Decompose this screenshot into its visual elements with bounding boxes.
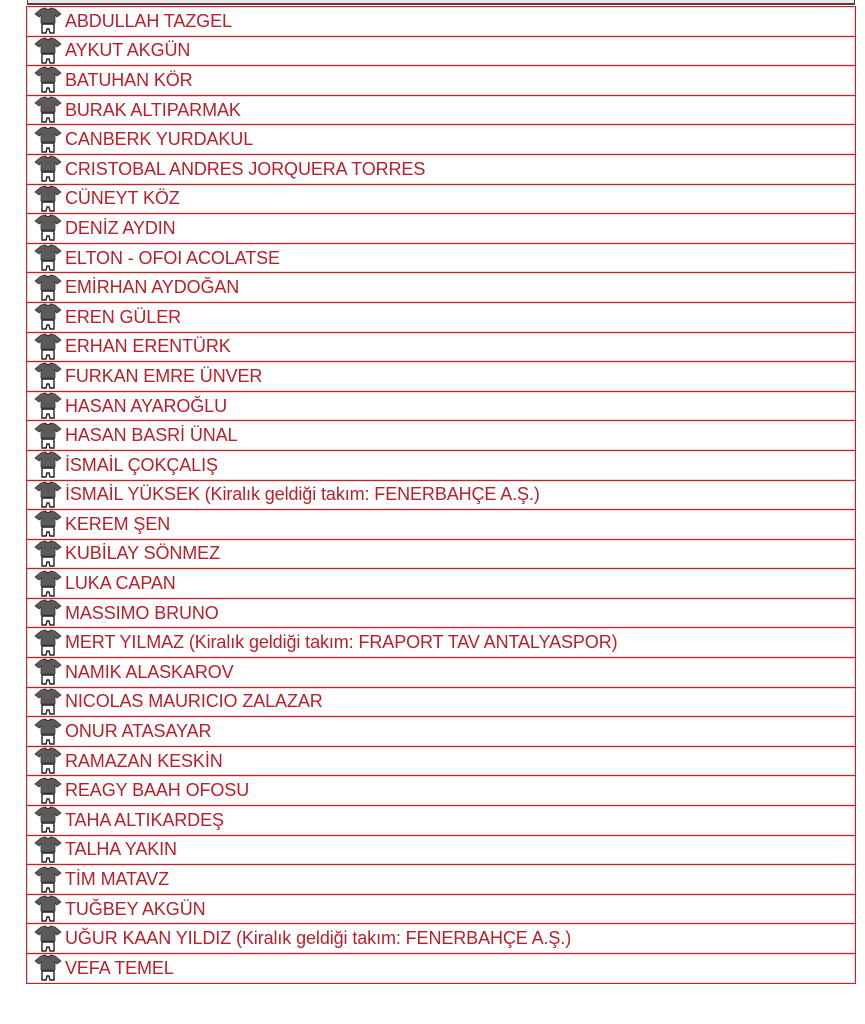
player-cell-content: [27, 214, 855, 242]
player-cell-content: [27, 836, 855, 864]
player-cell: [27, 125, 856, 155]
player-name-link[interactable]: ONUR ATASAYAR: [65, 721, 212, 742]
player-row: [27, 865, 856, 895]
player-name-link[interactable]: EMİRHAN AYDOĞAN: [65, 277, 240, 298]
player-cell-content: [27, 66, 855, 94]
jersey-icon: [33, 303, 63, 331]
jersey-icon: [33, 96, 63, 124]
jersey-icon: [33, 747, 63, 775]
player-cell-content: [27, 7, 855, 35]
player-row: [27, 243, 856, 273]
player-name-link[interactable]: MERT YILMAZ (Kiralık geldiği takım: FRAPORT TAV ANTALYASPOR): [65, 632, 618, 653]
jersey-icon: [33, 895, 63, 923]
player-row: [27, 362, 856, 392]
player-name-link[interactable]: MASSIMO BRUNO: [65, 602, 219, 623]
player-cell-content: [27, 481, 855, 509]
jersey-icon: [33, 185, 63, 213]
player-name-link[interactable]: DENİZ AYDIN: [65, 217, 176, 238]
player-cell: [27, 746, 856, 776]
jersey-icon: [33, 66, 63, 94]
player-row: [27, 36, 856, 66]
jersey-icon: [33, 392, 63, 420]
jersey-icon: [33, 777, 63, 805]
player-row: [27, 717, 856, 747]
player-row: [27, 628, 856, 658]
player-cell: [27, 510, 856, 540]
jersey-icon: [33, 688, 63, 716]
player-row: [27, 539, 856, 569]
squad-list-table: [26, 6, 856, 984]
player-row: [27, 214, 856, 244]
player-name-link[interactable]: ERHAN ERENTÜRK: [65, 336, 231, 357]
squad-list-body: [27, 7, 856, 984]
player-cell: [27, 717, 856, 747]
player-cell: [27, 569, 856, 599]
jersey-icon: [33, 540, 63, 568]
player-cell-content: [27, 866, 855, 894]
player-name-link[interactable]: AYKUT AKGÜN: [65, 40, 191, 61]
jersey-icon: [33, 362, 63, 390]
player-name-link[interactable]: RAMAZAN KESKİN: [65, 750, 223, 771]
jersey-icon: [33, 274, 63, 302]
jersey-icon: [33, 806, 63, 834]
player-name-link[interactable]: NICOLAS MAURICIO ZALAZAR: [65, 691, 323, 712]
player-cell-content: [27, 185, 855, 213]
player-name-link[interactable]: TALHA YAKIN: [65, 839, 177, 860]
player-row: [27, 66, 856, 96]
jersey-icon: [33, 422, 63, 450]
player-name-link[interactable]: İSMAİL ÇOKÇALIŞ: [65, 454, 218, 475]
player-name-link[interactable]: BURAK ALTIPARMAK: [65, 99, 241, 120]
player-row: [27, 924, 856, 954]
player-row: [27, 746, 856, 776]
jersey-icon: [33, 333, 63, 361]
player-cell-content: [27, 126, 855, 154]
jersey-icon: [33, 451, 63, 479]
player-cell: [27, 362, 856, 392]
player-cell-content: [27, 451, 855, 479]
player-name-link[interactable]: CRISTOBAL ANDRES JORQUERA TORRES: [65, 158, 426, 179]
jersey-icon: [33, 836, 63, 864]
player-cell: [27, 598, 856, 628]
player-name-link[interactable]: FURKAN EMRE ÜNVER: [65, 365, 263, 386]
player-row: [27, 954, 856, 984]
player-cell-content: [27, 155, 855, 183]
player-cell: [27, 658, 856, 688]
jersey-icon: [33, 866, 63, 894]
player-name-link[interactable]: CANBERK YURDAKUL: [65, 129, 254, 150]
player-cell-content: [27, 333, 855, 361]
player-row: [27, 7, 856, 37]
player-row: [27, 894, 856, 924]
player-cell-content: [27, 540, 855, 568]
player-name-link[interactable]: ELTON - OFOI ACOLATSE: [65, 247, 280, 268]
player-cell-content: [27, 274, 855, 302]
jersey-icon: [33, 214, 63, 242]
jersey-icon: [33, 481, 63, 509]
player-cell-content: [27, 599, 855, 627]
player-cell-content: [27, 422, 855, 450]
player-cell-content: [27, 96, 855, 124]
player-row: [27, 95, 856, 125]
player-cell-content: [27, 925, 855, 953]
player-name-link[interactable]: NAMIK ALASKAROV: [65, 661, 234, 682]
player-cell-content: [27, 37, 855, 65]
player-name-link[interactable]: EREN GÜLER: [65, 306, 182, 327]
player-cell: [27, 806, 856, 836]
player-cell-content: [27, 688, 855, 716]
jersey-icon: [33, 244, 63, 272]
player-name-link[interactable]: TİM MATAVZ: [65, 869, 169, 890]
player-name-link[interactable]: VEFA TEMEL: [65, 957, 174, 978]
player-cell: [27, 7, 856, 37]
player-cell-content: [27, 895, 855, 923]
player-cell: [27, 273, 856, 303]
player-cell: [27, 154, 856, 184]
player-name-link[interactable]: KEREM ŞEN: [65, 513, 171, 534]
player-cell-content: [27, 570, 855, 598]
player-row: [27, 421, 856, 451]
player-name-link[interactable]: HASAN AYAROĞLU: [65, 395, 227, 416]
player-cell-content: [27, 954, 855, 982]
jersey-icon: [33, 925, 63, 953]
player-cell-content: [27, 747, 855, 775]
player-name-link[interactable]: LUKA CAPAN: [65, 573, 176, 594]
jersey-icon: [33, 126, 63, 154]
player-row: [27, 776, 856, 806]
player-name-link[interactable]: ABDULLAH TAZGEL: [65, 10, 232, 31]
player-row: [27, 302, 856, 332]
jersey-icon: [33, 629, 63, 657]
jersey-icon: [33, 570, 63, 598]
player-name-link[interactable]: TUĞBEY AKGÜN: [65, 898, 206, 919]
player-cell: [27, 302, 856, 332]
player-cell: [27, 95, 856, 125]
player-cell: [27, 36, 856, 66]
player-row: [27, 273, 856, 303]
player-name-link[interactable]: BATUHAN KÖR: [65, 69, 193, 90]
player-cell: [27, 539, 856, 569]
player-name-link[interactable]: REAGY BAAH OFOSU: [65, 780, 250, 801]
player-cell: [27, 243, 856, 273]
player-row: [27, 835, 856, 865]
player-row: [27, 510, 856, 540]
player-name-link[interactable]: KUBİLAY SÖNMEZ: [65, 543, 220, 564]
player-name-link[interactable]: UĞUR KAAN YILDIZ (Kiralık geldiği takım: FENERBAHÇE A.Ş.): [65, 928, 572, 949]
player-row: [27, 658, 856, 688]
player-cell: [27, 332, 856, 362]
jersey-icon: [33, 155, 63, 183]
jersey-icon: [33, 7, 63, 35]
player-row: [27, 184, 856, 214]
player-cell-content: [27, 658, 855, 686]
jersey-icon: [33, 599, 63, 627]
player-cell: [27, 776, 856, 806]
player-cell: [27, 66, 856, 96]
jersey-icon: [33, 718, 63, 746]
table-header-edge: [27, 0, 855, 5]
player-cell: [27, 184, 856, 214]
player-cell: [27, 214, 856, 244]
player-row: [27, 154, 856, 184]
player-cell-content: [27, 392, 855, 420]
player-row: [27, 450, 856, 480]
player-cell: [27, 954, 856, 984]
jersey-icon: [33, 658, 63, 686]
player-cell-content: [27, 718, 855, 746]
player-cell: [27, 865, 856, 895]
player-cell: [27, 421, 856, 451]
player-cell-content: [27, 510, 855, 538]
player-row: [27, 806, 856, 836]
player-cell-content: [27, 244, 855, 272]
player-cell: [27, 450, 856, 480]
jersey-icon: [33, 37, 63, 65]
player-cell: [27, 480, 856, 510]
player-row: [27, 569, 856, 599]
player-cell: [27, 687, 856, 717]
player-row: [27, 598, 856, 628]
player-name-link[interactable]: İSMAİL YÜKSEK (Kiralık geldiği takım: FENERBAHÇE A.Ş.): [65, 484, 540, 505]
player-name-link[interactable]: CÜNEYT KÖZ: [65, 188, 180, 209]
player-row: [27, 391, 856, 421]
player-row: [27, 332, 856, 362]
player-cell-content: [27, 629, 855, 657]
player-row: [27, 125, 856, 155]
player-cell-content: [27, 303, 855, 331]
player-row: [27, 480, 856, 510]
player-cell: [27, 628, 856, 658]
jersey-icon: [33, 954, 63, 982]
player-name-link[interactable]: HASAN BASRİ ÜNAL: [65, 425, 238, 446]
player-cell: [27, 391, 856, 421]
player-cell-content: [27, 777, 855, 805]
player-row: [27, 687, 856, 717]
player-cell: [27, 894, 856, 924]
jersey-icon: [33, 510, 63, 538]
player-cell-content: [27, 362, 855, 390]
player-cell: [27, 835, 856, 865]
player-name-link[interactable]: TAHA ALTIKARDEŞ: [65, 809, 224, 830]
player-cell-content: [27, 806, 855, 834]
player-cell: [27, 924, 856, 954]
